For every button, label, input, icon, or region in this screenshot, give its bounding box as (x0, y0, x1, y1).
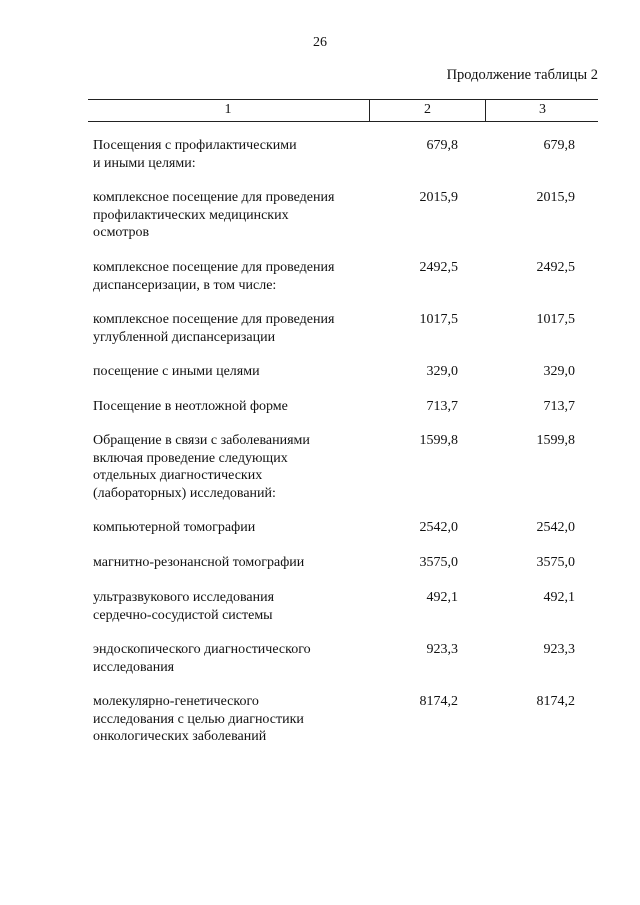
row-value-col3: 492,1 (543, 590, 575, 605)
row-value-col2: 923,3 (426, 642, 458, 657)
row-value-col2: 1017,5 (419, 312, 458, 327)
row-value-col2: 2492,5 (419, 260, 458, 275)
row-label: магнитно-резонансной томографии (93, 555, 305, 570)
row-label: эндоскопического диагностического исследования (93, 642, 311, 675)
row-label: посещение с иными целями (93, 364, 260, 379)
column-header-3: 3 (485, 100, 599, 121)
row-label: Обращение в связи с заболеваниями включая проведение следующих отдельных диагностических (лабораторных) исследований: (93, 433, 310, 501)
row-value-col3: 2542,0 (536, 520, 575, 535)
row-value-col3: 8174,2 (536, 694, 575, 709)
row-value-col2: 1599,8 (419, 433, 458, 448)
row-value-col2: 713,7 (426, 399, 458, 414)
column-header-1: 1 (224, 102, 232, 117)
row-value-col3: 2492,5 (536, 260, 575, 275)
row-value-col3: 713,7 (543, 399, 575, 414)
row-value-col2: 2015,9 (419, 190, 458, 205)
table-header (88, 99, 598, 122)
row-value-col3: 1017,5 (536, 312, 575, 327)
column-header-2: 2 (369, 100, 485, 121)
row-label: комплексное посещение для проведения углубленной диспансеризации (93, 312, 335, 345)
row-label: компьютерной томографии (93, 520, 256, 535)
row-label: комплексное посещение для проведения профилактических медицинских осмотров (93, 190, 335, 240)
row-value-col2: 679,8 (426, 138, 458, 153)
table-caption: Продолжение таблицы 2 (446, 67, 598, 83)
row-value-col2: 492,1 (426, 590, 458, 605)
row-label: комплексное посещение для проведения диспансеризации, в том числе: (93, 260, 335, 293)
row-label: Посещение в неотложной форме (93, 399, 288, 414)
row-value-col3: 3575,0 (536, 555, 575, 570)
row-label: молекулярно-генетического исследования с целью диагностики онкологических заболеваний (93, 694, 304, 744)
row-value-col2: 2542,0 (419, 520, 458, 535)
row-value-col3: 1599,8 (536, 433, 575, 448)
row-value-col3: 2015,9 (536, 190, 575, 205)
row-label: Посещения с профилактическими и иными целями: (93, 138, 297, 171)
row-value-col2: 8174,2 (419, 694, 458, 709)
row-value-col2: 329,0 (426, 364, 458, 379)
row-label: ультразвукового исследования сердечно-сосудистой системы (93, 590, 275, 623)
row-value-col3: 679,8 (543, 138, 575, 153)
page-number: 26 (313, 35, 327, 50)
row-value-col2: 3575,0 (419, 555, 458, 570)
row-value-col3: 329,0 (543, 364, 575, 379)
row-value-col3: 923,3 (543, 642, 575, 657)
